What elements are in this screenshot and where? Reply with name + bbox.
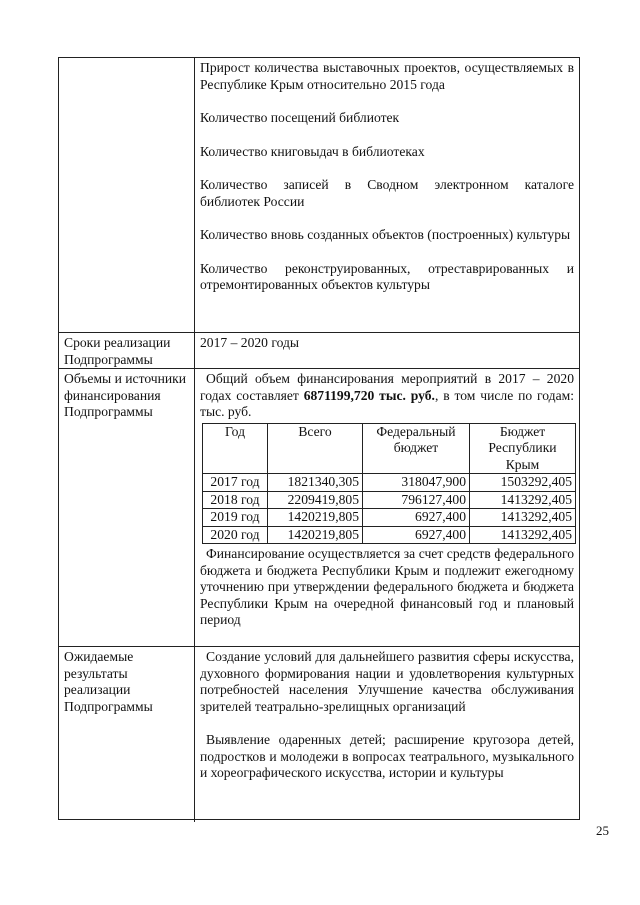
table-row: 2017 год 1821340,305 318047,900 1503292,405 (203, 474, 576, 492)
results-label: Ожидаемые результаты реализации Подпрограммы (59, 647, 195, 822)
table-row: 2018 год 2209419,805 796127,400 1413292,405 (203, 491, 576, 509)
results-row (59, 646, 579, 822)
financing-label: Объемы и источники финансирования Подпрограммы (59, 369, 195, 647)
financing-table (202, 423, 576, 545)
financing-row (59, 368, 579, 647)
indicator-item: Количество вновь созданных объектов (построенных) культуры (200, 227, 571, 242)
indicators-label-cell (59, 58, 195, 332)
indicator-item: Количество реконструированных, отреставрированных и отремонтированных объектов культуры (200, 260, 574, 292)
financing-value-cell (195, 369, 579, 647)
table-row: 2020 год 1420219,805 6927,400 1413292,405 (203, 526, 576, 544)
terms-row (59, 332, 579, 369)
result-item: Создание условий для дальнейшего развития сферы искусства, духовного формирования нации и удовлетворения культурных потребностей населения Улучшение качества обслуживания зрителей театрально-зрелищных организаций (200, 649, 574, 714)
indicator-item: Количество посещений библиотек (200, 110, 400, 125)
terms-label: Сроки реализации Подпрограммы (59, 333, 195, 369)
header-year: Год (203, 423, 268, 474)
financing-note: Финансирование осуществляется за счет средств федерального бюджета и бюджета Республики Крым и подлежит ежегодному уточнению при утверждении федерального бюджета и бюджета Республики Крым на очередной финансовый год и плановый период (200, 546, 574, 627)
header-total: Всего (268, 423, 363, 474)
terms-value: 2017 – 2020 годы (200, 335, 300, 350)
indicator-item: Количество записей в Сводном электронном каталоге библиотек России (200, 177, 574, 209)
indicator-item: Количество книговыдач в библиотеках (200, 143, 425, 159)
indicators-value-cell (195, 58, 579, 332)
table-row: 2019 год 1420219,805 6927,400 1413292,405 (203, 509, 576, 527)
indicators-row (59, 58, 579, 332)
passport-table (58, 57, 580, 820)
results-value-cell (195, 647, 579, 822)
financing-intro: Общий объем финансирования мероприятий в 2017 – 2020 годах составляет 6871199,720 тыс. руб., в том числе по годам: тыс. руб. (200, 371, 574, 419)
page-number: 25 (596, 823, 609, 838)
indicator-item: Прирост количества выставочных проектов, осуществляемых в Республике Крым относительно 2015 года (200, 60, 574, 92)
financing-table-header (203, 423, 576, 474)
header-crimea: Бюджет Республики Крым (470, 423, 576, 474)
result-item: Выявление одаренных детей; расширение кругозора детей, подростков и молодежи в вопросах театрального, музыкального и хореографического искусства, истории и культуры (200, 732, 574, 780)
header-federal: Федеральный бюджет (363, 423, 470, 474)
financing-total: 6871199,720 тыс. руб. (303, 387, 435, 403)
